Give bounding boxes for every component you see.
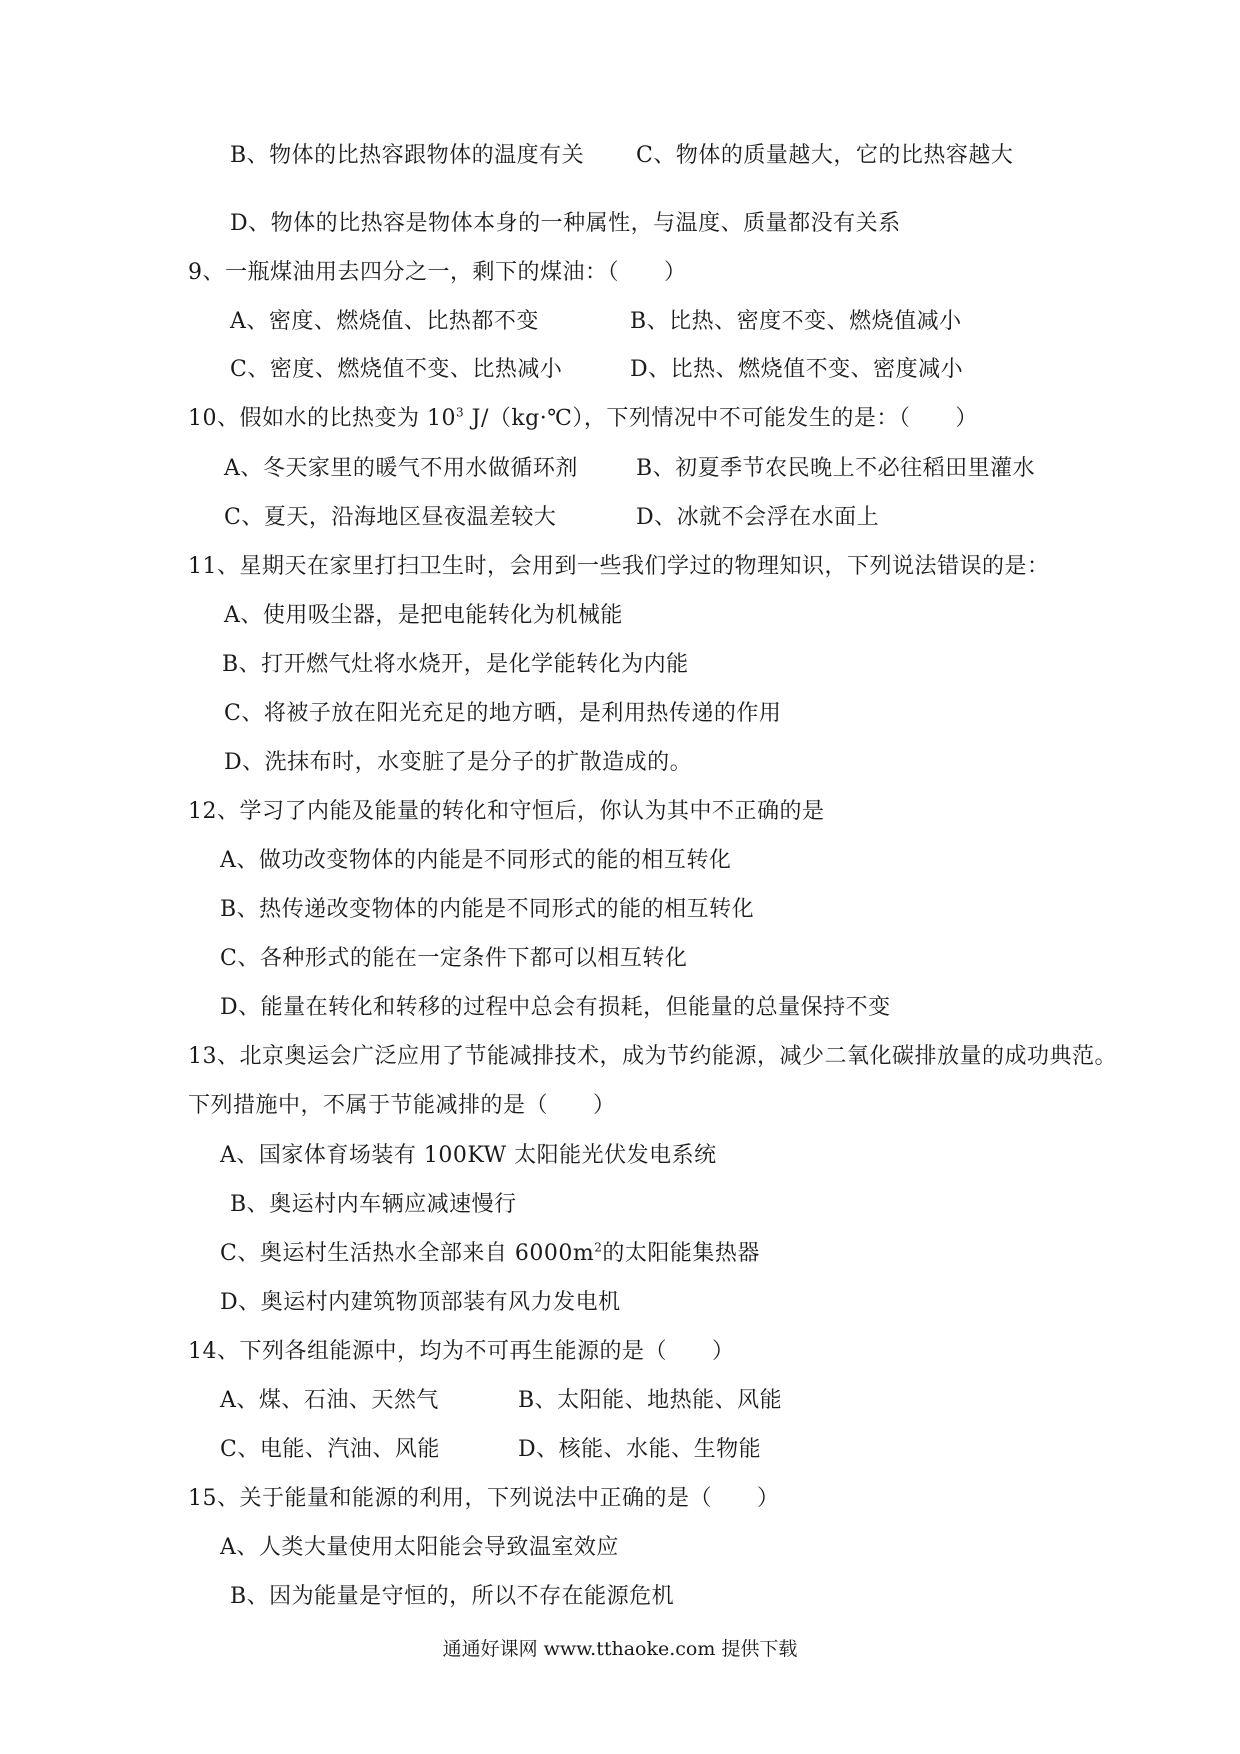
q13-option-a: A、国家体育场装有 100KW 太阳能光伏发电系统 (220, 1143, 717, 1168)
q9-stem: 9、一瓶煤油用去四分之一，剩下的煤油：（ ） (188, 260, 687, 285)
q9-option-a: A、密度、燃烧值、比热都不变 (230, 309, 539, 334)
q13-option-d: D、奥运村内建筑物顶部装有风力发电机 (220, 1290, 621, 1315)
q10-option-c: C、夏天，沿海地区昼夜温差较大 (224, 505, 557, 530)
q11-stem: 11、星期天在家里打扫卫生时，会用到一些我们学过的物理知识，下列说法错误的是： (188, 554, 1050, 579)
q14-option-d: D、核能、水能、生物能 (518, 1437, 762, 1462)
page-footer: 通通好课网 www.tthaoke.com 提供下载 (442, 1638, 798, 1660)
q8-option-c: C、物体的质量越大，它的比热容越大 (636, 143, 1014, 168)
q12-option-d: D、能量在转化和转移的过程中总会有损耗，但能量的总量保持不变 (220, 995, 891, 1020)
q13-stem-cont: 下列措施中，不属于节能减排的是（ ） (188, 1093, 616, 1118)
q11-option-a: A、使用吸尘器，是把电能转化为机械能 (224, 603, 623, 628)
q11-option-b: B、打开燃气灶将水烧开，是化学能转化为内能 (222, 652, 689, 677)
q15-option-b: B、因为能量是守恒的，所以不存在能源危机 (230, 1584, 675, 1609)
superscript: 2 (594, 1240, 603, 1255)
q9-option-c: C、密度、燃烧值不变、比热减小 (230, 357, 563, 382)
q13-option-b: B、奥运村内车辆应减速慢行 (230, 1192, 517, 1217)
superscript: 3 (455, 405, 465, 420)
q14-option-b: B、太阳能、地热能、风能 (518, 1388, 783, 1413)
q14-option-a: A、煤、石油、天然气 (220, 1388, 439, 1413)
q8-option-d: D、物体的比热容是物体本身的一种属性，与温度、质量都没有关系 (230, 211, 901, 236)
q12-option-b: B、热传递改变物体的内能是不同形式的能的相互转化 (220, 897, 755, 922)
q12-stem: 12、学习了内能及能量的转化和守恒后，你认为其中不正确的是 (188, 799, 825, 824)
q10-option-a: A、冬天家里的暖气不用水做循环剂 (224, 456, 578, 481)
q9-option-d: D、比热、燃烧值不变、密度减小 (630, 357, 964, 382)
q14-option-c: C、电能、汽油、风能 (220, 1437, 440, 1462)
q9-option-b: B、比热、密度不变、燃烧值减小 (630, 309, 962, 334)
q10-stem: 10、假如水的比热变为 $10^3$ J/（kg·℃），下列情况中不可能发生的是：（ ） (188, 405, 978, 431)
q13-stem: 13、北京奥运会广泛应用了节能减排技术，成为节约能源，减少二氧化碳排放量的成功典范。 (188, 1044, 1117, 1069)
q8-option-b: B、物体的比热容跟物体的温度有关 (230, 143, 585, 168)
q10-option-b: B、初夏季节农民晚上不必往稻田里灌水 (636, 456, 1036, 481)
q15-option-a: A、人类大量使用太阳能会导致温室效应 (220, 1535, 619, 1560)
q13-option-c: C、奥运村生活热水全部来自 $6000m^2$的太阳能集热器 (220, 1240, 760, 1266)
q14-stem: 14、下列各组能源中，均为不可再生能源的是（ ） (188, 1339, 735, 1364)
q11-option-d: D、洗抹布时，水变脏了是分子的扩散造成的。 (224, 750, 693, 775)
q15-stem: 15、关于能量和能源的利用，下列说法中正确的是（ ） (188, 1486, 780, 1511)
q10-option-d: D、冰就不会浮在水面上 (636, 505, 880, 530)
q11-option-c: C、将被子放在阳光充足的地方晒，是利用热传递的作用 (224, 701, 782, 726)
q12-option-c: C、各种形式的能在一定条件下都可以相互转化 (220, 946, 688, 971)
q12-option-a: A、做功改变物体的内能是不同形式的能的相互转化 (220, 848, 732, 873)
